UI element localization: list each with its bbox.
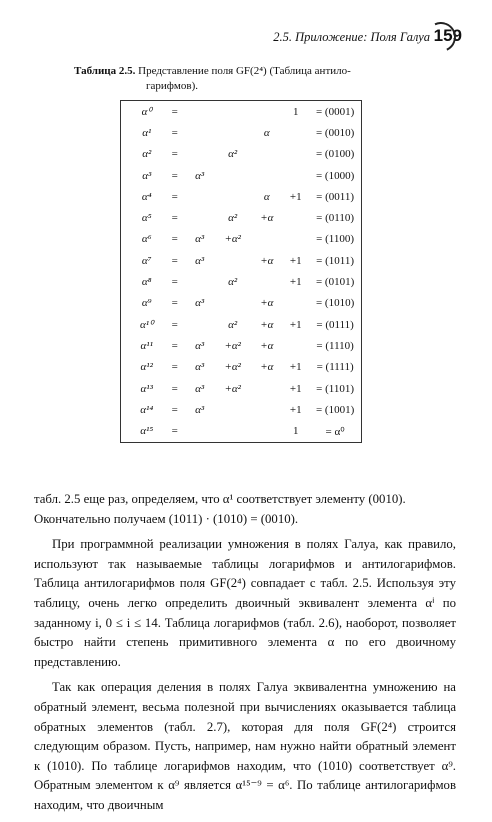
cell-alpha3-term: α³ [195,297,205,310]
cell-alpha1-term [251,420,282,442]
cell-alpha3-term [185,207,214,228]
cell-power: α⁰ [141,106,152,119]
table-row [121,165,362,186]
cell-alpha1-term [251,271,282,292]
table-caption-text: Представление поля GF(2⁴) (Таблица антило- [138,65,351,77]
cell-power: α³ [142,169,152,182]
cell-equals: = [171,361,178,374]
cell-alpha3-term [185,122,214,143]
paragraph-1-line-2: Окончательно получаем (1011) · (1010) = (0010). [34,511,299,526]
cell-alpha2-term: +α² [224,233,241,246]
cell-alpha1-term [251,399,282,420]
cell-alpha1-term [251,101,282,123]
paragraph-1-line-1: табл. 2.5 еще раз, определяем, что α¹ соответствует элементу (0010). [34,492,406,506]
cell-alpha2-term [214,399,251,420]
cell-equals: = [171,382,178,395]
body-text [34,490,456,822]
table-row [121,357,362,378]
table-row [121,207,362,228]
cell-alpha2-term: α² [228,318,238,331]
cell-binary-value: = (1100) [316,233,355,246]
page-header [0,28,492,54]
cell-alpha1-term [251,229,282,250]
cell-alpha3-term: α³ [195,339,205,352]
cell-alpha2-term [214,101,251,123]
cell-power: α⁴ [141,190,152,203]
cell-alpha1-term [251,378,282,399]
cell-alpha1-term [251,165,282,186]
table-row [121,293,362,314]
table-row [121,186,362,207]
cell-binary-value: = (1111) [316,361,354,374]
cell-binary-value: = (0010) [315,126,355,139]
cell-alpha2-term: α² [228,148,238,161]
cell-alpha2-term: +α² [224,339,241,352]
running-head: 2.5. Приложение: Поля Галуа [273,30,430,44]
cell-binary-value: = (1001) [315,403,355,416]
cell-alpha1-term: +α [260,339,274,352]
cell-alpha3-term [185,186,214,207]
cell-binary-value: = (0110) [316,212,355,225]
cell-alpha2-term: +α² [224,361,241,374]
table-row [121,399,362,420]
cell-alpha3-term [185,271,214,292]
paragraph-1 [34,490,456,529]
table-row [121,250,362,271]
table-row [121,144,362,165]
cell-binary-value: = (1010) [315,297,355,310]
cell-equals: = [171,403,178,416]
paragraph-2: При программной реализации умножения в полях Галуа, как правило, используют так называемые таблицы логарифмов и антилогарифмов. Таблица антилогарифмов поля GF(2⁴) совпадает с табл. 2.5. Используя эту таблицу, очень легко определить двоичный эквивалент элемента αⁱ по заданному i, 0 ≤ i ≤ 14. Таблица логарифмов (табл. 2.6), наоборот, позволяет быстро найти степень примитивного элемента α по его двоичному представлению. [34,537,456,669]
cell-alpha2-term: +α² [224,382,241,395]
cell-binary-value: = α⁰ [325,425,345,438]
cell-alpha1-term [251,144,282,165]
cell-const-term [282,229,309,250]
cell-const-term: +1 [289,276,302,289]
cell-binary-value: = (1000) [315,169,355,182]
cell-const-term: 1 [293,425,299,438]
cell-equals: = [171,212,178,225]
table-row [121,271,362,292]
cell-equals: = [171,276,178,289]
cell-alpha2-term [214,122,251,143]
cell-equals: = [171,254,178,267]
cell-const-term: +1 [289,403,302,416]
cell-binary-value: = (0100) [315,148,355,161]
cell-alpha1-term: α [263,190,270,203]
table-caption [74,64,394,94]
cell-power: α¹⁰ [139,319,154,332]
cell-alpha1-term: +α [260,254,274,267]
cell-alpha3-term: α³ [195,382,205,395]
cell-const-term [282,122,309,143]
cell-equals: = [171,233,178,246]
cell-power: α¹² [140,361,153,374]
cell-equals: = [171,169,178,182]
cell-alpha2-term [214,250,251,271]
cell-equals: = [171,339,178,352]
cell-alpha2-term: α² [228,212,238,225]
cell-power: α² [142,148,152,161]
cell-alpha1-term: +α [260,361,274,374]
cell-alpha2-term: α² [228,276,238,289]
table-caption-text-cont: гарифмов). [146,80,198,92]
cell-power: α⁸ [141,276,152,289]
cell-power: α¹⁵ [140,425,154,438]
table-row [121,314,362,335]
cell-alpha2-term [214,186,251,207]
cell-const-term: 1 [293,105,299,118]
cell-alpha3-term: α³ [195,361,205,374]
cell-binary-value: = (0111) [316,318,354,331]
antilog-table [120,100,362,443]
cell-alpha3-term: α³ [195,403,205,416]
table-row [121,420,362,442]
table-row [121,229,362,250]
cell-alpha3-term: α³ [195,169,205,182]
cell-const-term [282,293,309,314]
cell-alpha3-term [185,420,214,442]
cell-binary-value: = (1011) [316,254,355,267]
cell-const-term: +1 [289,382,302,395]
cell-const-term [282,335,309,356]
cell-power: α⁹ [141,297,152,310]
table-caption-label: Таблица 2.5. [74,65,136,77]
cell-binary-value: = (0101) [315,276,355,289]
table-row [121,335,362,356]
cell-binary-value: = (0011) [316,190,355,203]
cell-alpha3-term [185,144,214,165]
cell-const-term: +1 [289,190,302,203]
paragraph-3: Так как операция деления в полях Галуа эквивалентна умножению на обратный элемент, весьма полезной при вычислениях оказывается таблица обратных элементов (табл. 2.7), которая для поля GF(2⁴) строится следующим образом. Пусть, например, нам нужно найти обратный элемент к (1010). По таблице логарифмов находим, что (1010) соответствует α⁹. Обратным элементом к α⁹ является α¹⁵⁻⁹ = α⁶. По таблице антилогарифмов находим, что двоичным [34,680,456,812]
cell-equals: = [171,318,178,331]
cell-const-term [282,207,309,228]
cell-alpha1-term: +α [260,212,274,225]
cell-alpha2-term [214,165,251,186]
table-row [121,101,362,123]
cell-const-term: +1 [289,361,302,374]
cell-power: α¹¹ [140,339,153,352]
cell-const-term [282,144,309,165]
cell-alpha2-term [214,293,251,314]
cell-power: α¹³ [140,382,153,395]
cell-power: α⁵ [141,212,152,225]
cell-power: α¹ [142,126,152,139]
cell-binary-value: = (1110) [316,339,354,352]
cell-const-term: +1 [289,318,302,331]
cell-equals: = [171,190,178,203]
table-row [121,122,362,143]
cell-equals: = [171,105,178,118]
cell-alpha3-term: α³ [195,233,205,246]
cell-alpha3-term [185,101,214,123]
cell-alpha3-term: α³ [195,254,205,267]
cell-alpha1-term: +α [260,318,274,331]
cell-power: α⁷ [141,254,152,267]
cell-equals: = [171,425,178,438]
cell-binary-value: = (1101) [316,382,355,395]
cell-alpha2-term [214,420,251,442]
cell-power: α⁶ [141,233,152,246]
table-row [121,378,362,399]
page-number: 159 [433,26,462,45]
cell-const-term: +1 [289,254,302,267]
cell-equals: = [171,148,178,161]
cell-alpha3-term [185,314,214,335]
cell-alpha1-term: α [263,126,270,139]
cell-power: α¹⁴ [140,403,154,416]
cell-alpha1-term: +α [260,297,274,310]
cell-equals: = [171,126,178,139]
cell-equals: = [171,297,178,310]
cell-binary-value: = (0001) [315,105,355,118]
cell-const-term [282,165,309,186]
